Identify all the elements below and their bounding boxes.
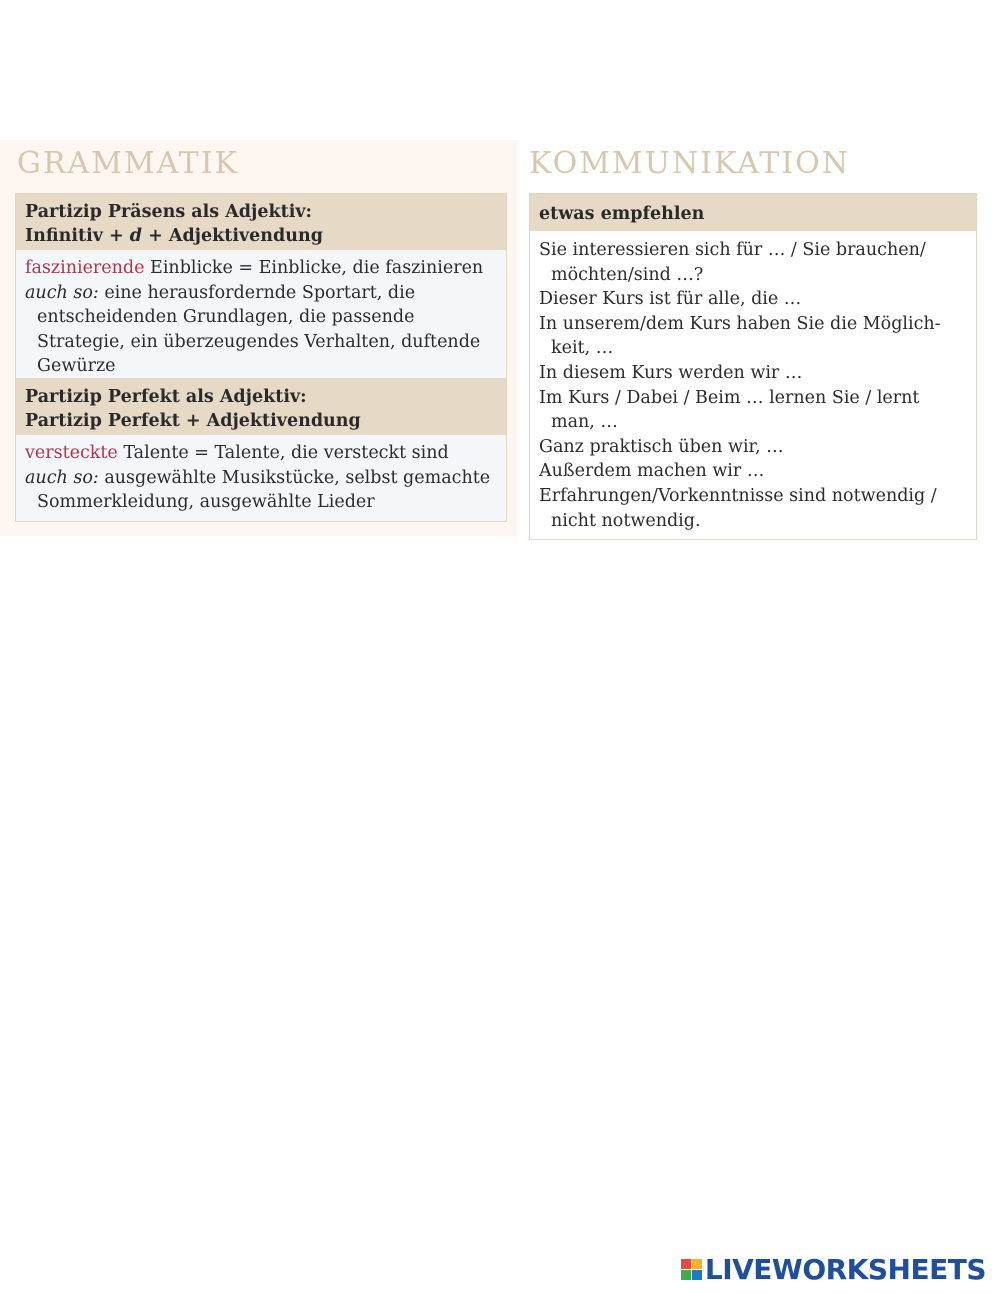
- phrase-line: In diesem Kurs werden wir …: [539, 362, 803, 383]
- phrase-line: Im Kurs / Dabei / Beim … lernen Sie / lernt man, …: [539, 387, 920, 433]
- partizip-perfekt-box: [15, 378, 507, 522]
- phrase-line: Erfahrungen/Vorkenntnisse sind notwendig / nicht notwendig.: [539, 485, 937, 531]
- grammatik-title: GRAMMATIK: [17, 146, 239, 181]
- logo-mark-icon: [681, 1259, 702, 1280]
- liveworksheets-logo[interactable]: [681, 1253, 986, 1285]
- box-body: [16, 250, 506, 385]
- phrase-line: Ganz praktisch üben wir, …: [539, 436, 784, 457]
- kommunikation-title: KOMMUNIKATION: [529, 146, 850, 181]
- box-heading: etwas empfehlen: [530, 194, 976, 231]
- etwas-empfehlen-box: [529, 193, 977, 540]
- logo-text: LIVEWORKSHEETS: [704, 1252, 986, 1286]
- box-heading: [16, 194, 506, 250]
- partizip-praesens-box: [15, 193, 507, 386]
- example-line: faszinierende Einblicke = Einblicke, die faszinieren: [25, 258, 484, 278]
- phrase-line: Außerdem machen wir …: [539, 461, 765, 482]
- heading-line-1: Partizip Perfekt als Adjektiv:: [25, 387, 307, 407]
- box-body: [16, 435, 506, 521]
- box-heading: [16, 379, 506, 435]
- heading-line-1: Partizip Präsens als Adjektiv:: [25, 202, 312, 222]
- also-line: auch so: ausgewählte Musikstücke, selbst gemachte Sommerkleidung, ausgewählte Lieder: [25, 467, 491, 512]
- heading-line-2: Infinitiv + d + Adjektivendung: [25, 226, 323, 246]
- phrase-line: Sie interessieren sich für … / Sie brauchen/ möchten/sind …?: [539, 240, 926, 285]
- also-line: auch so: eine herausfordernde Sportart, die entscheidenden Grundlagen, die passende Strategie, ein überzeugendes Verhalten, duftende Gewürze: [25, 282, 481, 376]
- box-body: [530, 231, 976, 539]
- highlighted-word: versteckte: [25, 443, 118, 463]
- phrase-line: Dieser Kurs ist für alle, die …: [539, 289, 802, 310]
- phrase-line: In unserem/dem Kurs haben Sie die Möglichkeit, …: [539, 313, 941, 359]
- heading-line-2: Partizip Perfekt + Adjektivendung: [25, 411, 361, 431]
- highlighted-word: faszinierende: [25, 258, 145, 278]
- example-line: versteckte Talente = Talente, die versteckt sind: [25, 443, 449, 463]
